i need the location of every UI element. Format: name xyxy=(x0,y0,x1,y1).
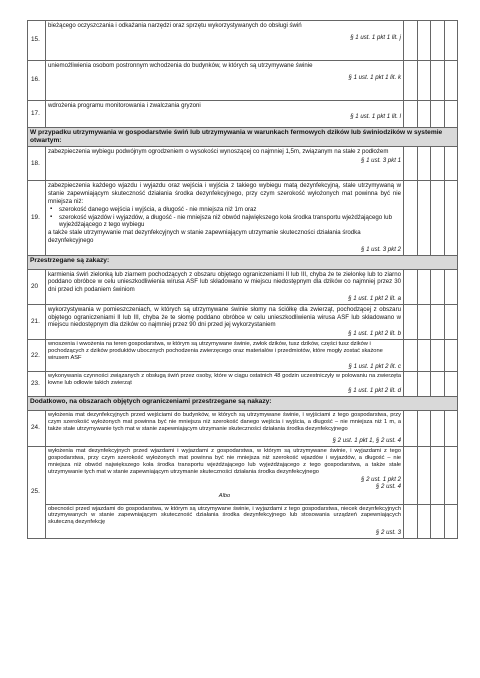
row-requirement xyxy=(46,147,404,181)
legal-reference: § 2 ust. 3 xyxy=(375,529,401,537)
answer-cell[interactable] xyxy=(431,504,445,538)
requirement-text: zabezpieczenia każdego wjazdu i wyjazdu oraz wejścia i wyjścia z takiego wybiegu matą dezynfekcyjną, stale utrzymywaną w stanie zapewniającym skuteczność działania środka dezynfekcyjnego, przy czym szerokość wyłożonych mat powinna być nie mniejsza niż: xyxy=(48,182,401,206)
answer-cell[interactable] xyxy=(445,410,458,446)
answer-cell[interactable] xyxy=(404,147,418,181)
table-row xyxy=(28,504,458,538)
answer-cell[interactable] xyxy=(418,147,431,181)
row-number: 24. xyxy=(28,410,46,446)
answer-cell[interactable] xyxy=(404,304,418,339)
requirement-text: obecności przed wjazdami do gospodarstwa, w którym są utrzymywane świnie, i wyjazdami z tego gospodarstwa, niecek dezynfekcyjnych utrzymywanych w stanie zapewniającym skuteczność działania środka dezynfekcyjnego lub stosowania urządzeń zapewniających skuteczną dezynfekcję xyxy=(48,505,401,526)
row-number: 18. xyxy=(28,147,46,181)
section-header-row xyxy=(28,255,458,269)
requirement-text-tail: a także stale utrzymywanie mat dezynfekcyjnych w stanie zapewniającym utrzymanie skuteczności działania środka dezynfekcyjnego xyxy=(48,229,361,245)
answer-cell[interactable] xyxy=(404,61,418,101)
requirement-text: wnoszenia i wwożenia na teren gospodarstwa, w którym są utrzymywane świnie, zwłok dzików, tusz dzików, części tusz dzików i pochodzących z dzików produktów ubocznych pochodzenia zwierzęcego oraz materiałów i przedmiotów, które mogły zostać skażone wirusem ASF xyxy=(48,341,383,361)
row-number: 21. xyxy=(28,304,46,339)
table-row xyxy=(28,147,458,181)
row-number: 23. xyxy=(28,372,46,396)
answer-cell[interactable] xyxy=(418,410,431,446)
row-requirement xyxy=(46,504,404,538)
answer-cell[interactable] xyxy=(431,61,445,101)
row-number: 17. xyxy=(28,101,46,128)
answer-cell[interactable] xyxy=(445,269,458,304)
answer-cell[interactable] xyxy=(404,21,418,61)
answer-cell[interactable] xyxy=(418,21,431,61)
requirement-text: zabezpieczenia wybiegu podwójnym ogrodzeniem o wysokości wynoszącej co najmniej 1,5m, związanym na stałe z podłożem xyxy=(48,148,389,156)
table-row xyxy=(28,61,458,101)
legal-reference: § 2 ust. 1 pkt 2 xyxy=(361,475,401,483)
section-heading: Dodatkowo, na obszarach objętych ograniczeniami przestrzegane są nakazy: xyxy=(28,396,458,410)
legal-reference: § 2 ust. 1 pkt 1, § 2 ust. 4 xyxy=(332,437,401,445)
legal-reference: § 1 ust. 1 pkt 2 lit. c xyxy=(348,362,401,370)
table-row xyxy=(28,181,458,255)
requirement-text: bieżącego oczyszczania i odkażania narzędzi oraz sprzętu wykorzystywanych do obsługi świń xyxy=(48,22,302,29)
answer-cell[interactable] xyxy=(404,446,418,504)
row-requirement xyxy=(46,269,404,304)
answer-cell[interactable] xyxy=(431,372,445,396)
answer-cell[interactable] xyxy=(445,446,458,504)
row-requirement xyxy=(46,61,404,101)
section-heading: Przestrzegane są zakazy: xyxy=(28,255,458,269)
answer-cell[interactable] xyxy=(431,21,445,61)
legal-reference: § 1 ust. 1 pkt 1 lit. k xyxy=(348,73,401,81)
legal-reference: § 1 ust. 1 pkt 2 lit. b xyxy=(348,330,401,338)
answer-cell[interactable] xyxy=(404,410,418,446)
legal-reference: § 1 ust. 3 pkt 2 xyxy=(361,245,401,253)
answer-cell[interactable] xyxy=(445,147,458,181)
row-requirement xyxy=(46,446,404,504)
legal-reference: § 1 ust. 1 pkt 1 lit. l xyxy=(350,112,401,120)
answer-cell[interactable] xyxy=(418,372,431,396)
answer-cell[interactable] xyxy=(445,340,458,372)
answer-cell[interactable] xyxy=(418,504,431,538)
answer-cell[interactable] xyxy=(431,147,445,181)
answer-cell[interactable] xyxy=(404,504,418,538)
answer-cell[interactable] xyxy=(418,446,431,504)
legal-reference: § 1 ust. 3 pkt 1 xyxy=(361,157,401,165)
row-requirement xyxy=(46,410,404,446)
answer-cell[interactable] xyxy=(418,269,431,304)
answer-cell[interactable] xyxy=(431,446,445,504)
alternative-label: Albo xyxy=(218,492,231,499)
answer-cell[interactable] xyxy=(404,372,418,396)
legal-reference: § 2 ust. 4 xyxy=(375,483,401,491)
answer-cell[interactable] xyxy=(445,504,458,538)
row-number: 15. xyxy=(28,21,46,61)
answer-cell[interactable] xyxy=(445,181,458,255)
section-header-row xyxy=(28,396,458,410)
row-requirement xyxy=(46,181,404,255)
row-number: 19. xyxy=(28,181,46,255)
answer-cell[interactable] xyxy=(445,372,458,396)
answer-cell[interactable] xyxy=(445,101,458,128)
section-header-row xyxy=(28,128,458,147)
answer-cell[interactable] xyxy=(431,304,445,339)
answer-cell[interactable] xyxy=(418,101,431,128)
answer-cell[interactable] xyxy=(445,21,458,61)
table-row xyxy=(28,446,458,504)
answer-cell[interactable] xyxy=(431,101,445,128)
bullet-list xyxy=(48,206,401,229)
answer-cell[interactable] xyxy=(418,304,431,339)
table-row xyxy=(28,340,458,372)
row-number: 16. xyxy=(28,61,46,101)
answer-cell[interactable] xyxy=(404,340,418,372)
row-requirement xyxy=(46,101,404,128)
requirement-text: uniemożliwienia osobom postronnym wchodzenia do budynków, w których są utrzymywane świnie xyxy=(48,62,313,69)
row-requirement xyxy=(46,340,404,372)
requirement-text: wykonywania czynności związanych z obsługą świń przez osoby, które w ciągu ostatnich 48 godzin uczestniczyły w polowaniu na zwierzęta łowne lub odłowie takich zwierząt xyxy=(48,373,401,387)
requirement-text: wdrożenia programu monitorowania i zwalczania gryzoni xyxy=(48,102,201,109)
answer-cell[interactable] xyxy=(418,181,431,255)
row-number: 22. xyxy=(28,340,46,372)
row-requirement xyxy=(46,372,404,396)
answer-cell[interactable] xyxy=(431,340,445,372)
inspection-checklist-table xyxy=(27,20,458,539)
answer-cell[interactable] xyxy=(445,304,458,339)
requirement-text: wyłożenia mat dezynfekcyjnych przed wejściami do budynków, w których są utrzymywane świnie, i wyjściami z tego gospodarstwa, przy czym szerokość wyłożonych mat powinna być nie mniejsza niż szerokość danego wejścia i wyjścia, a długość – nie mniejsza niż 1 m, a także stałe utrzymywanie tych mat w stanie zapewniającym utrzymanie skuteczności działania środka dezynfekcyjnego xyxy=(48,411,401,432)
table-row xyxy=(28,21,458,61)
requirement-text: karmienia świń zielonką lub ziarnem pochodzących z obszaru objętego ograniczeniami II lub III, chyba że te zielonkę lub to ziarno poddano obróbce w celu unieszkodliwienia wirusa ASF lub składowano w miejscu niedostępnym dla dzików co najmniej przez 30 dni przed ich podaniem świniom xyxy=(48,270,401,294)
legal-reference: § 1 ust. 1 pkt 2 lit. d xyxy=(348,387,401,395)
answer-cell[interactable] xyxy=(404,101,418,128)
legal-reference: § 1 ust. 1 pkt 2 lit. a xyxy=(348,295,401,303)
row-requirement xyxy=(46,304,404,339)
table-row xyxy=(28,372,458,396)
section-heading: W przypadku utrzymywania w gospodarstwie świń lub utrzymywania w warunkach fermowych dzików lub świniodzików w systemie otwartym: xyxy=(28,128,458,147)
requirement-text: wykorzystywania w pomieszczeniach, w których są utrzymywane świnie słomy na ściółkę dla zwierząt, pochodzącej z obszaru objętego ograniczeniami II lub III, chyba że te słomę poddano obróbce w celu unieszkodliwienia wirusa ASF lub składowano w miejscu niedostępnym dla dzików co najmniej przez 90 dni przed jej wykorzystaniem xyxy=(48,305,401,329)
requirement-text: wyłożenia mat dezynfekcyjnych przed wjazdami i wyjazdami z gospodarstwa, w którym są utrzymywane świnie, i wyjazdami z tego gospodarstwa, przy czym szerokość wyłożonych mat powinna być nie mniejsza niż szerokość wjazdów i wyjazdów, a długość – nie mniejsza niż obwód największego koła środka transportu wjeżdżającego lub wyjeżdżającego z tego gospodarstwa, a także stałe utrzymywanie tych mat w stanie zapewniającym utrzymanie skuteczności działania środka dezynfekcyjnego xyxy=(48,447,401,475)
answer-cell[interactable] xyxy=(431,269,445,304)
table-row xyxy=(28,101,458,128)
answer-cell[interactable] xyxy=(404,269,418,304)
table-row xyxy=(28,304,458,339)
answer-cell[interactable] xyxy=(431,181,445,255)
list-item: ▪ szerokość wjazdów i wyjazdów, a długość - nie mniejsza niż obwód największego koła środka transportu wjeżdżającego lub wyjeżdżającego z tego wybiegu xyxy=(59,214,401,230)
answer-cell[interactable] xyxy=(404,181,418,255)
legal-reference: § 1 ust. 1 pkt 1 lit. j xyxy=(350,33,401,41)
list-item: ▪ szerokość danego wejścia i wyjścia, a długość - nie mniejsza niż 1m oraz xyxy=(59,206,401,214)
answer-cell[interactable] xyxy=(418,340,431,372)
table-row xyxy=(28,269,458,304)
row-number: 25. xyxy=(28,446,46,538)
row-number: 20 xyxy=(28,269,46,304)
answer-cell[interactable] xyxy=(445,61,458,101)
answer-cell[interactable] xyxy=(431,410,445,446)
table-row xyxy=(28,410,458,446)
row-requirement xyxy=(46,21,404,61)
answer-cell[interactable] xyxy=(418,61,431,101)
